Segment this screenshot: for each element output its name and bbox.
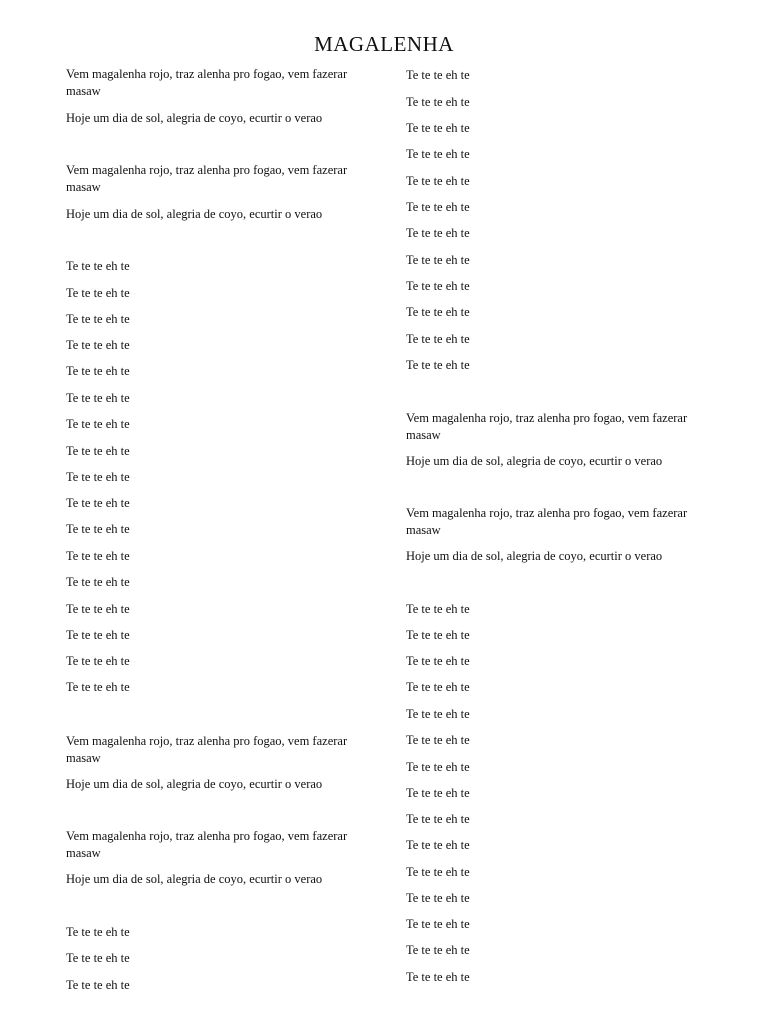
- right-lyric-line: Te te te eh te: [406, 226, 470, 240]
- right-lyric-line: Te te te eh te: [406, 812, 470, 826]
- right-lyric-line: Te te te eh te: [406, 332, 470, 346]
- left-lyric-line: Hoje um dia de sol, alegria de coyo, ecurtir o verao: [66, 207, 323, 221]
- left-lyric-line: Hoje um dia de sol, alegria de coyo, ecurtir o verao: [66, 872, 323, 886]
- right-lyric-line: Te te te eh te: [406, 707, 470, 721]
- left-lyric-line: Hoje um dia de sol, alegria de coyo, ecurtir o verao: [66, 777, 323, 791]
- right-lyric-line: Te te te eh te: [406, 838, 470, 852]
- right-lyric-line: Te te te eh te: [406, 200, 470, 214]
- left-lyric-line: Te te te eh te: [66, 654, 130, 668]
- right-lyric-line: Te te te eh te: [406, 865, 470, 879]
- left-lyric-line: Te te te eh te: [66, 575, 130, 589]
- left-lyric-line: Te te te eh te: [66, 417, 130, 431]
- right-lyric-line: Hoje um dia de sol, alegria de coyo, ecurtir o verao: [406, 549, 663, 563]
- right-lyric-line: Te te te eh te: [406, 628, 470, 642]
- left-lyric-line: Vem magalenha rojo, traz alenha pro fogao, vem fazerar masaw: [66, 829, 348, 860]
- right-lyric-line: Te te te eh te: [406, 253, 470, 267]
- left-lyric-line: Vem magalenha rojo, traz alenha pro fogao, vem fazerar masaw: [66, 67, 348, 98]
- right-lyric-line: Te te te eh te: [406, 943, 470, 957]
- right-lyric-line: Te te te eh te: [406, 733, 470, 747]
- right-lyric-line: Te te te eh te: [406, 602, 470, 616]
- left-lyric-line: Hoje um dia de sol, alegria de coyo, ecurtir o verao: [66, 111, 323, 125]
- right-lyric-line: Te te te eh te: [406, 121, 470, 135]
- right-lyric-line: Te te te eh te: [406, 760, 470, 774]
- right-lyric-line: Te te te eh te: [406, 654, 470, 668]
- left-lyric-line: Vem magalenha rojo, traz alenha pro fogao, vem fazerar masaw: [66, 163, 348, 194]
- left-lyric-line: Te te te eh te: [66, 286, 130, 300]
- right-lyric-line: Te te te eh te: [406, 279, 470, 293]
- right-lyric-line: Te te te eh te: [406, 147, 470, 161]
- left-lyric-line: Vem magalenha rojo, traz alenha pro fogao, vem fazerar masaw: [66, 734, 348, 765]
- left-lyric-line: Te te te eh te: [66, 470, 130, 484]
- document-title: MAGALENHA: [314, 32, 454, 56]
- right-lyric-line: Vem magalenha rojo, traz alenha pro fogao, vem fazerar masaw: [406, 411, 688, 442]
- right-lyric-line: Te te te eh te: [406, 970, 470, 984]
- right-lyric-line: Hoje um dia de sol, alegria de coyo, ecurtir o verao: [406, 454, 663, 468]
- left-lyric-line: Te te te eh te: [66, 364, 130, 378]
- right-lyric-line: Te te te eh te: [406, 95, 470, 109]
- left-lyric-line: Te te te eh te: [66, 978, 130, 992]
- left-lyric-line: Te te te eh te: [66, 680, 130, 694]
- right-lyric-line: Te te te eh te: [406, 68, 470, 82]
- left-lyric-line: Te te te eh te: [66, 496, 130, 510]
- left-lyric-line: Te te te eh te: [66, 925, 130, 939]
- left-lyric-line: Te te te eh te: [66, 444, 130, 458]
- left-lyric-line: Te te te eh te: [66, 602, 130, 616]
- right-lyric-line: Te te te eh te: [406, 174, 470, 188]
- right-lyric-line: Te te te eh te: [406, 680, 470, 694]
- left-lyric-line: Te te te eh te: [66, 338, 130, 352]
- left-lyric-line: Te te te eh te: [66, 259, 130, 273]
- right-lyric-line: Te te te eh te: [406, 917, 470, 931]
- right-lyric-line: Te te te eh te: [406, 305, 470, 319]
- right-lyric-line: Te te te eh te: [406, 786, 470, 800]
- left-lyric-line: Te te te eh te: [66, 522, 130, 536]
- right-lyric-line: Te te te eh te: [406, 358, 470, 372]
- left-lyric-line: Te te te eh te: [66, 549, 130, 563]
- left-lyric-line: Te te te eh te: [66, 391, 130, 405]
- left-lyric-line: Te te te eh te: [66, 628, 130, 642]
- right-lyric-line: Te te te eh te: [406, 891, 470, 905]
- right-lyric-line: Vem magalenha rojo, traz alenha pro fogao, vem fazerar masaw: [406, 506, 688, 537]
- left-lyric-line: Te te te eh te: [66, 951, 130, 965]
- left-lyric-line: Te te te eh te: [66, 312, 130, 326]
